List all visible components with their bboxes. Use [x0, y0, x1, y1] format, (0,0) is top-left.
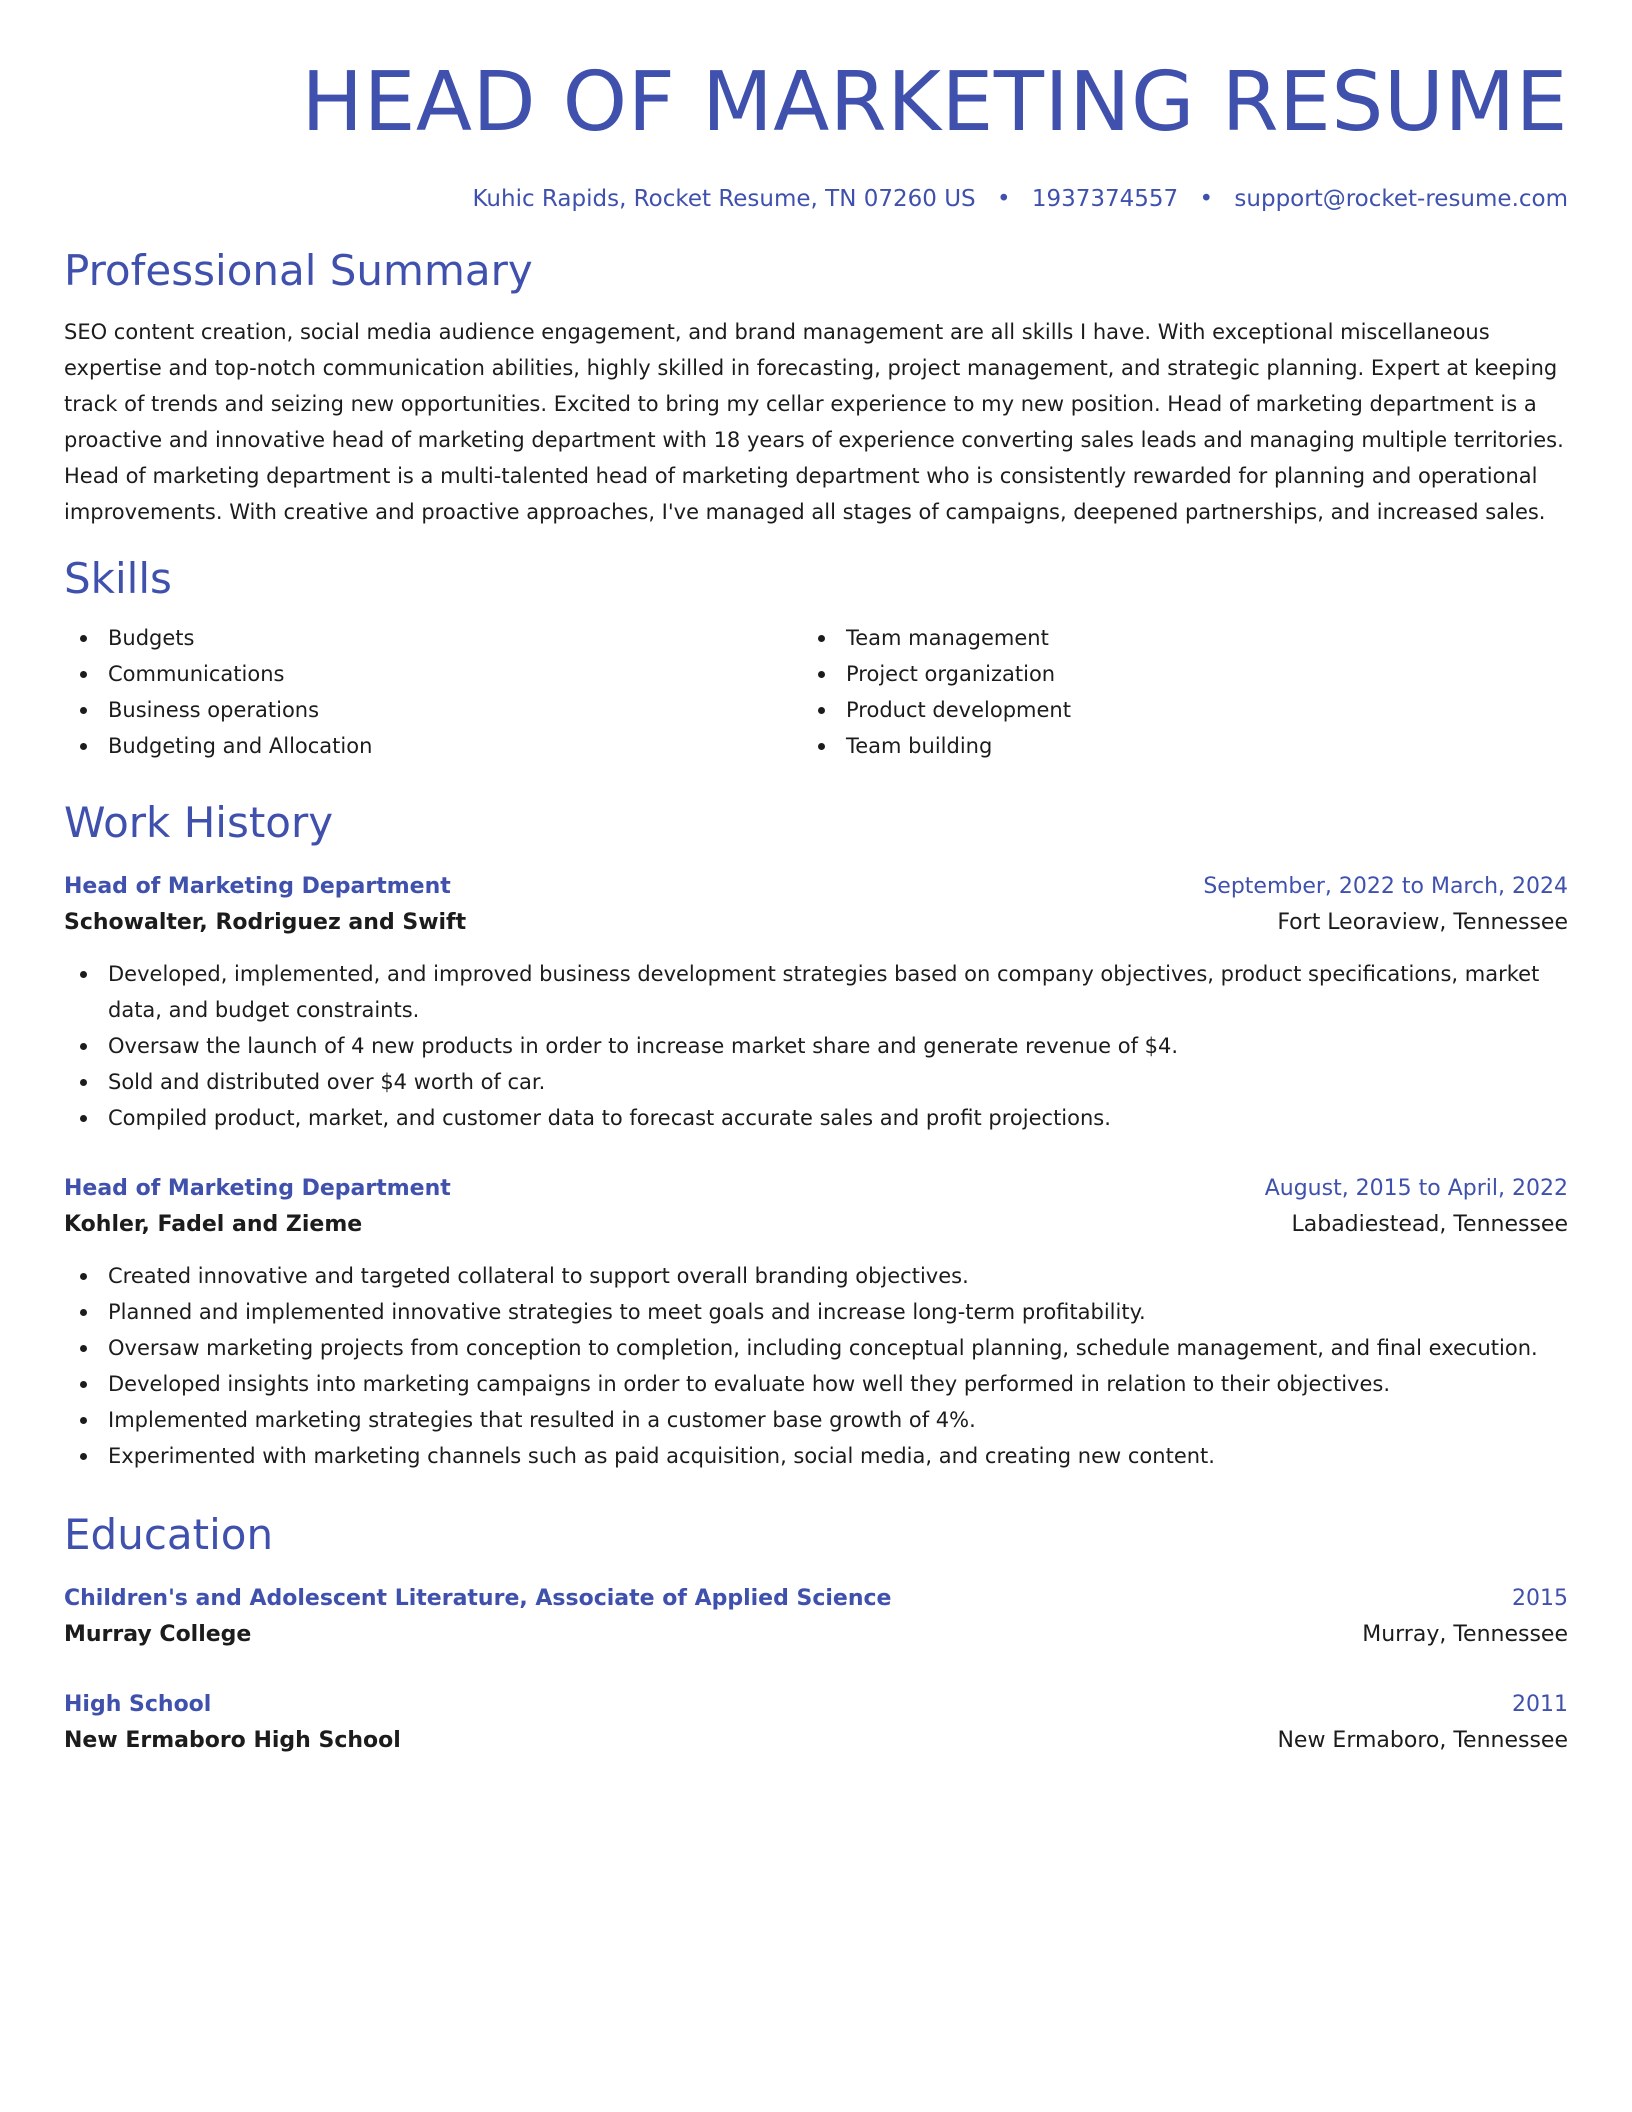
contact-line: [64, 184, 1568, 214]
education-school-row: [64, 1722, 1568, 1760]
education-heading: Education: [64, 1510, 274, 1559]
skills-column-right: [802, 620, 1540, 764]
skill-item: Product development: [802, 692, 1540, 728]
education-degree: High School: [64, 1692, 212, 1717]
education-location: Murray, Tennessee: [1362, 1622, 1568, 1647]
skill-item: Team management: [802, 620, 1540, 656]
contact-email: support@rocket-resume.com: [1234, 186, 1568, 212]
education-school-row: [64, 1616, 1568, 1654]
job-dates: August, 2015 to April, 2022: [1264, 1176, 1568, 1201]
education-year: 2011: [1512, 1692, 1568, 1717]
job-role: Head of Marketing Department: [64, 1176, 451, 1201]
education-entry: [64, 1582, 1568, 1654]
job-entry: [64, 1172, 1568, 1474]
summary-section: [64, 246, 1568, 530]
job-company: Schowalter, Rodriguez and Swift: [64, 910, 467, 935]
skills-heading: Skills: [64, 554, 172, 603]
job-company: Kohler, Fadel and Zieme: [64, 1212, 363, 1237]
skill-item: Budgets: [64, 620, 802, 656]
work-history-heading: Work History: [64, 798, 334, 847]
job-dates: September, 2022 to March, 2024: [1203, 874, 1568, 899]
job-bullet: Created innovative and targeted collateral to support overall branding objectives.: [64, 1258, 1568, 1294]
education-header-row: [64, 1688, 1568, 1722]
contact-separator: •: [1199, 186, 1214, 212]
skills-column-left: [64, 620, 802, 764]
skills-columns: [64, 620, 1568, 764]
education-location: New Ermaboro, Tennessee: [1277, 1728, 1568, 1753]
job-company-row: [64, 1206, 1568, 1244]
education-entry: [64, 1688, 1568, 1760]
work-history-section: [64, 798, 1568, 1474]
job-bullet: Developed insights into marketing campaigns in order to evaluate how well they performed in relation to their objectives.: [64, 1366, 1568, 1402]
education-school: Murray College: [64, 1622, 252, 1647]
summary-heading: Professional Summary: [64, 246, 533, 295]
skills-list-right: [802, 620, 1540, 764]
skill-item: Budgeting and Allocation: [64, 728, 802, 764]
job-bullet: Oversaw marketing projects from conception to completion, including conceptual planning, schedule management, and final execution.: [64, 1330, 1568, 1366]
resume-header: [64, 56, 1568, 214]
contact-address: Kuhic Rapids, Rocket Resume, TN 07260 US: [472, 186, 976, 212]
education-year: 2015: [1512, 1586, 1568, 1611]
skills-list-left: [64, 620, 802, 764]
job-bullets: [64, 1258, 1568, 1474]
skill-item: Team building: [802, 728, 1540, 764]
job-company-row: [64, 904, 1568, 942]
summary-text: SEO content creation, social media audience engagement, and brand management are all skills I have. With exceptional miscellaneous expertise and top-notch communication abilities, highly skilled in forecasting, project management, and strategic planning. Expert at keeping track of trends and seizing new opportunities. Excited to bring my cellar experience to my new position. Head of marketing department is a proactive and innovative head of marketing department with 18 years of experience converting sales leads and managing multiple territories. Head of marketing department is a multi-talented head of marketing department who is consistently rewarded for planning and operational improvements. With creative and proactive approaches, I've managed all stages of campaigns, deepened partnerships, and increased sales.: [64, 320, 1564, 524]
job-bullet: Oversaw the launch of 4 new products in order to increase market share and generate revenue of $4.: [64, 1028, 1568, 1064]
job-bullet: Sold and distributed over $4 worth of car.: [64, 1064, 1568, 1100]
job-bullet: Experimented with marketing channels such as paid acquisition, social media, and creating new content.: [64, 1438, 1568, 1474]
skill-item: Communications: [64, 656, 802, 692]
resume-title: HEAD OF MARKETING RESUME: [301, 55, 1568, 150]
job-header-row: [64, 1172, 1568, 1206]
job-bullet: Compiled product, market, and customer data to forecast accurate sales and profit projections.: [64, 1100, 1568, 1136]
education-degree: Children's and Adolescent Literature, Associate of Applied Science: [64, 1586, 892, 1611]
skill-item: Business operations: [64, 692, 802, 728]
skills-section: [64, 554, 1568, 764]
job-bullet: Planned and implemented innovative strategies to meet goals and increase long-term profitability.: [64, 1294, 1568, 1330]
job-entry: [64, 870, 1568, 1136]
job-role: Head of Marketing Department: [64, 874, 451, 899]
job-location: Fort Leoraview, Tennessee: [1277, 910, 1568, 935]
skill-item: Project organization: [802, 656, 1540, 692]
contact-separator: •: [996, 186, 1011, 212]
education-section: [64, 1510, 1568, 1760]
job-bullet: Implemented marketing strategies that resulted in a customer base growth of 4%.: [64, 1402, 1568, 1438]
job-bullets: [64, 956, 1568, 1136]
job-location: Labadiestead, Tennessee: [1291, 1212, 1568, 1237]
job-bullet: Developed, implemented, and improved business development strategies based on company objectives, product specifications, market data, and budget constraints.: [64, 956, 1568, 1028]
contact-phone: 1937374557: [1031, 186, 1179, 212]
education-header-row: [64, 1582, 1568, 1616]
education-school: New Ermaboro High School: [64, 1728, 401, 1753]
job-header-row: [64, 870, 1568, 904]
